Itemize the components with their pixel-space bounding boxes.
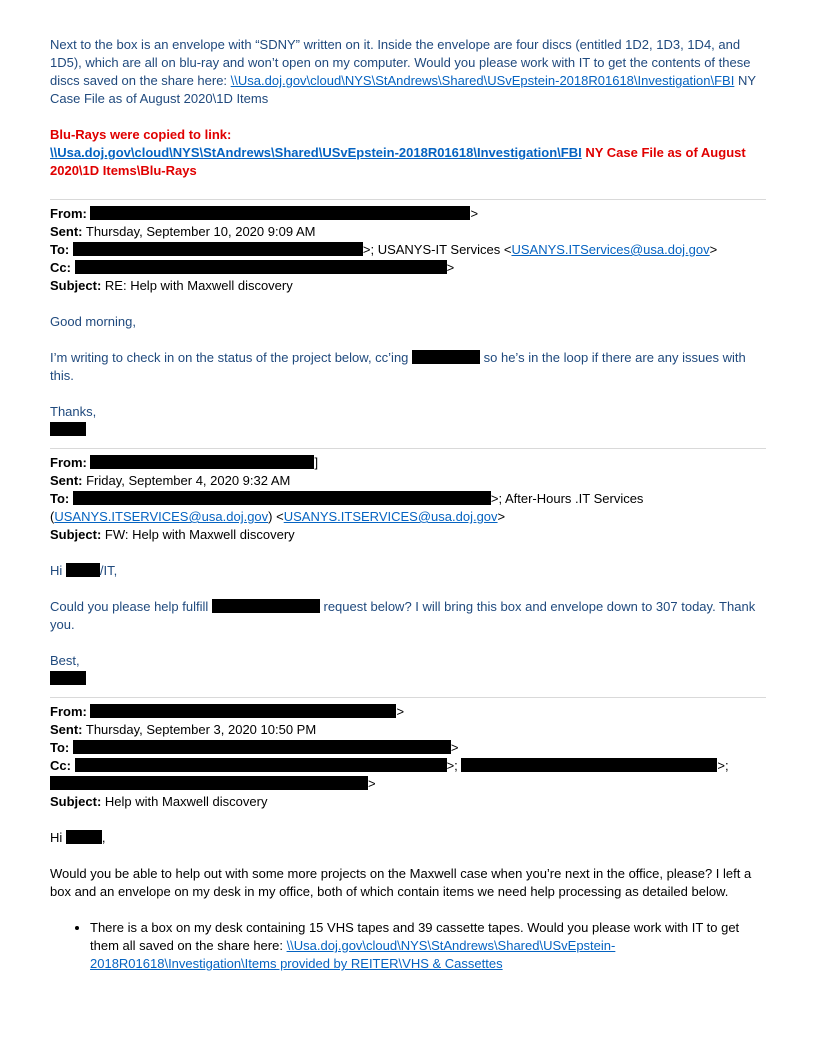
body-text: request below? I will bring this box and envelope down to 307 today. Thank you. (50, 599, 756, 632)
to-close: > (497, 509, 506, 524)
greeting-text: /IT, (99, 563, 118, 578)
from-label: From: (50, 206, 87, 221)
email3-header (50, 703, 766, 811)
sent-label: Sent: (50, 473, 83, 488)
redaction-bar (66, 830, 102, 844)
redaction-bar (75, 260, 447, 274)
to-close: > (450, 740, 459, 755)
fbi-share-link[interactable]: \\Usa.doj.gov\cloud\NYS\StAndrews\Shared\USvEpstein-2018R01618\Investigation\FBI (230, 73, 735, 88)
redaction-bar (212, 599, 320, 613)
email1-body (50, 349, 766, 385)
from-label: From: (50, 455, 87, 470)
body-text: so he’s in the loop if there are any issues with this. (50, 350, 746, 383)
cc-label: Cc: (50, 260, 71, 275)
to-text: >; USANYS-IT Services < (362, 242, 512, 257)
it-services-email-link[interactable]: USANYS.ITSERVICES@usa.doj.gov (54, 509, 269, 524)
body-text: I’m writing to check in on the status of the project below, cc’ing (50, 350, 413, 365)
it-services-email-link[interactable]: USANYS.ITServices@usa.doj.gov (511, 242, 710, 257)
to-label: To: (50, 491, 70, 506)
from-close: > (396, 704, 405, 719)
redaction-bar (90, 455, 314, 469)
subject-text: Help with Maxwell discovery (101, 794, 268, 809)
cc-separator: >; (717, 758, 729, 773)
redaction-bar (66, 563, 100, 577)
subject-text: FW: Help with Maxwell discovery (101, 527, 295, 542)
to-text: ) < (268, 509, 284, 524)
intro-tail: NY Case File as of August 2020\1D Items (50, 73, 756, 106)
intro-text: Next to the box is an envelope with “SDNY” written on it. Inside the envelope are four discs (entitled 1D2, 1D3, 1D4, and 1D5), which are all on blu-ray and won’t open on my computer. Would you please work with IT to get the contents of these discs saved on the share here: (50, 37, 751, 88)
cc-separator: >; (446, 758, 462, 773)
greeting: Good morning, (50, 314, 136, 329)
redaction-bar (73, 491, 491, 505)
greeting (50, 562, 766, 580)
redaction-bar (73, 740, 451, 754)
it-services-email-link[interactable]: USANYS.ITSERVICES@usa.doj.gov (283, 509, 498, 524)
bullet-text: There is a box on my desk containing 15 VHS tapes and 39 cassette tapes. Would you please work with IT to get them all saved on the share here: (90, 920, 740, 953)
subject-label: Subject: (50, 527, 102, 542)
signoff: Best, (50, 653, 80, 668)
bluray-path (50, 144, 766, 180)
to-text: >; After-Hours .IT Services (490, 491, 644, 506)
request-list (50, 919, 766, 973)
sent-date: Thursday, September 10, 2020 9:09 AM (82, 224, 316, 239)
list-item (90, 919, 766, 973)
divider (50, 697, 766, 698)
sent-label: Sent: (50, 722, 83, 737)
intro-paragraph (50, 36, 766, 108)
sent-date: Thursday, September 3, 2020 10:50 PM (82, 722, 317, 737)
from-close: ] (314, 455, 319, 470)
subject-label: Subject: (50, 278, 102, 293)
subject-text: RE: Help with Maxwell discovery (101, 278, 293, 293)
subject-label: Subject: (50, 794, 102, 809)
greeting-text: Hi (50, 563, 66, 578)
redaction-bar (50, 776, 368, 790)
bluray-tail: NY Case File as of August 2020\1D Items\Blu-Rays (50, 145, 746, 178)
redaction-bar (90, 206, 470, 220)
signoff: Thanks, (50, 404, 97, 419)
email3-body: Would you be able to help out with some more projects on the Maxwell case when you’re next in the office, please? I left a box and an envelope on my desk in my office, both of which contain items we need help processing as detailed below. (50, 866, 752, 899)
to-label: To: (50, 242, 70, 257)
greeting-text: Hi (50, 830, 66, 845)
cc-label: Cc: (50, 758, 71, 773)
from-label: From: (50, 704, 87, 719)
to-label: To: (50, 740, 70, 755)
cc-close: > (446, 260, 455, 275)
sent-date: Friday, September 4, 2020 9:32 AM (82, 473, 291, 488)
redaction-bar (50, 422, 86, 436)
email2-header (50, 454, 766, 544)
redaction-bar (90, 704, 396, 718)
redaction-bar (73, 242, 363, 256)
bluray-share-link[interactable]: \\Usa.doj.gov\cloud\NYS\StAndrews\Shared\USvEpstein-2018R01618\Investigation\FBI (50, 145, 582, 160)
redaction-bar (412, 350, 480, 364)
divider (50, 199, 766, 200)
greeting-text: , (101, 830, 106, 845)
to-close: > (709, 242, 718, 257)
redaction-bar (50, 671, 86, 685)
vhs-share-link[interactable]: \\Usa.doj.gov\cloud\NYS\StAndrews\Shared\USvEpstein-2018R01618\Investigation\Items provided by REITER\VHS & Cassettes (90, 938, 616, 971)
cc-close: > (368, 776, 376, 791)
bluray-heading: Blu-Rays were copied to link: (50, 127, 232, 142)
from-close: > (470, 206, 479, 221)
greeting (50, 829, 766, 847)
sent-label: Sent: (50, 224, 83, 239)
email-document (50, 36, 766, 973)
divider (50, 448, 766, 449)
redaction-bar (75, 758, 447, 772)
redaction-bar (461, 758, 717, 772)
email2-body (50, 598, 766, 634)
to-text: ( (50, 509, 55, 524)
body-text: Could you please help fulfill (50, 599, 212, 614)
email1-header (50, 205, 766, 295)
